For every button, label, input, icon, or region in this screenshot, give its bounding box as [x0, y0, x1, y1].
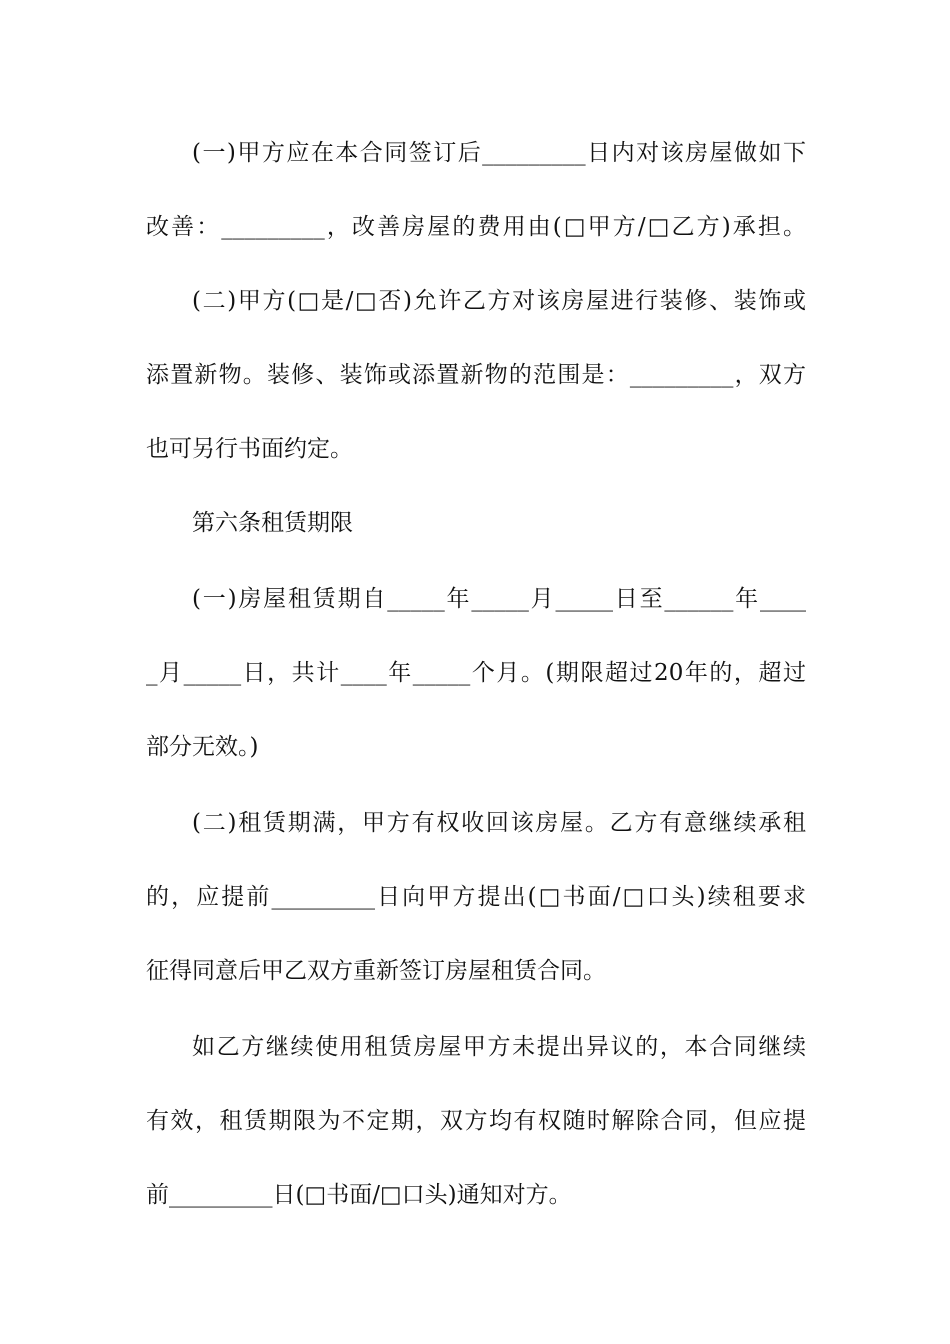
paragraph-line: 前_________日(□书面/□口头)通知对方。: [146, 1182, 572, 1208]
paragraph-line: (二)租赁期满，甲方有权收回该房屋。乙方有意继续承租: [192, 810, 806, 836]
paragraph-line: 的，应提前_________日向甲方提出(□书面/□口头)续租要求: [146, 884, 806, 910]
paragraph-line: (一)甲方应在本合同签订后_________日内对该房屋做如下: [192, 140, 806, 166]
paragraph-line: 征得同意后甲乙双方重新签订房屋租赁合同。: [146, 958, 606, 984]
paragraph-line: _月_____日，共计____年_____个月。(期限超过20年的，超过: [146, 660, 806, 686]
paragraph-line: 部分无效。): [146, 734, 259, 760]
paragraph-line: 也可另行书面约定。: [146, 436, 353, 462]
paragraph-line: 有效，租赁期限为不定期，双方均有权随时解除合同，但应提: [146, 1108, 806, 1134]
section-heading: 第六条租赁期限: [192, 510, 353, 536]
paragraph-line: (二)甲方(□是/□否)允许乙方对该房屋进行装修、装饰或: [192, 288, 806, 314]
paragraph-line: 如乙方继续使用租赁房屋甲方未提出异议的，本合同继续: [192, 1034, 806, 1060]
paragraph-line: 添置新物。装修、装饰或添置新物的范围是：_________，双方: [146, 362, 806, 388]
paragraph-line: 改善：_________，改善房屋的费用由(□甲方/□乙方)承担。: [146, 214, 806, 240]
paragraph-line: (一)房屋租赁期自_____年_____月_____日至______年____: [192, 586, 806, 612]
